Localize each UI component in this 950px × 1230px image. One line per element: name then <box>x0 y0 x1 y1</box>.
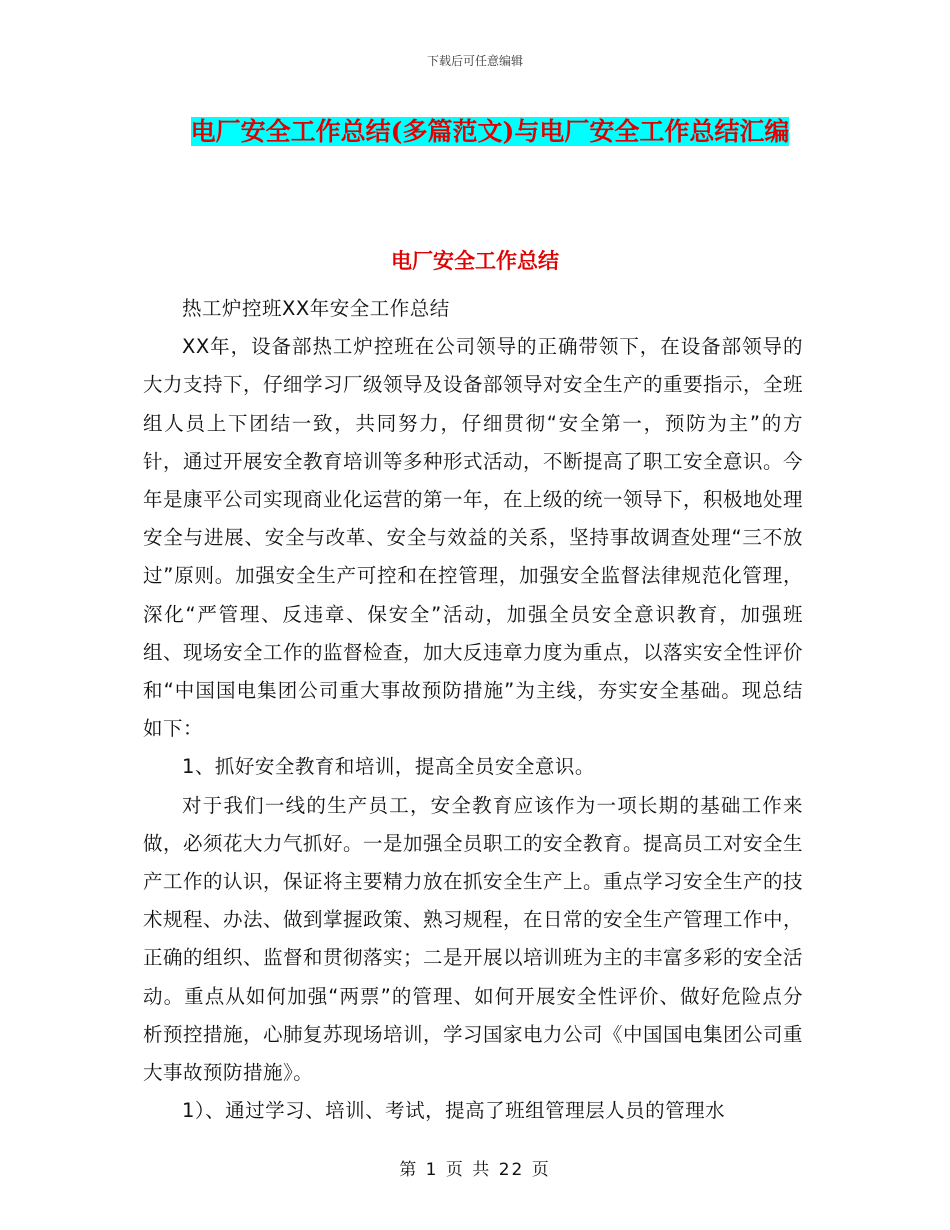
paragraph-item-1: 1）、通过学习、培训、考试，提高了班组管理层人员的管理水 <box>182 1099 726 1123</box>
document-body <box>143 290 803 1130</box>
paragraph-heading-1: 1、抓好安全教育和培训，提高全员安全意识。 <box>182 755 595 779</box>
document-title <box>160 108 820 156</box>
document-title-text: 电厂安全工作总结(多篇范文)与电厂安全工作总结汇编 <box>190 117 790 146</box>
paragraph-education: 对于我们一线的生产员工，安全教育应该作为一项长期的基础工作来做，必须花大力气抓好。一是加强全员职工的安全教育。提高员工对安全生产工作的认识，保证将主要精力放在抓安全生产上。重点学习安全生产的技术规程、办法、做到掌握政策、熟习规程，在日常的安全生产管理工作中，正确的组织、监督和贯彻落实；二是开展以培训班为主的丰富多彩的安全活动。重点从如何加强“两票”的管理、如何开展安全性评价、做好危险点分析预控措施，心肺复苏现场培训，学习国家电力公司《中国国电集团公司重大事故预防措施》。 <box>143 793 804 1085</box>
paragraph-subtitle: 热工炉控班XX年安全工作总结 <box>182 297 450 320</box>
header-note: 下载后可任意编辑 <box>426 54 523 68</box>
paragraph-intro: XX年，设备部热工炉控班在公司领导的正确带领下，在设备部领导的大力支持下，仔细学习厂级领导及设备部领导对安全生产的重要指示，全班组人员上下团结一致，共同努力，仔细贯彻“安全第一，预防为主”的方针，通过开展安全教育培训等多种形式活动，不断提高了职工安全意识。今年是康平公司实现商业化运营的第一年，在上级的统一领导下，积极地处理安全与进展、安全与改革、安全与效益的关系，坚持事故调查处理“三不放过”原则。加强安全生产可控和在控管理，加强安全监督法律规范化管理，深化“严管理、反违章、保安全”活动，加强全员安全意识教育，加强班组、现场安全工作的监督检查，加大反违章力度为重点，以落实安全性评价和“中国国电集团公司重大事故预防措施”为主线，夯实安全基础。现总结如下： <box>143 335 804 741</box>
section-title: 电厂安全工作总结 <box>391 248 559 273</box>
page-footer: 第 1 页 共 22 页 <box>399 1160 551 1180</box>
